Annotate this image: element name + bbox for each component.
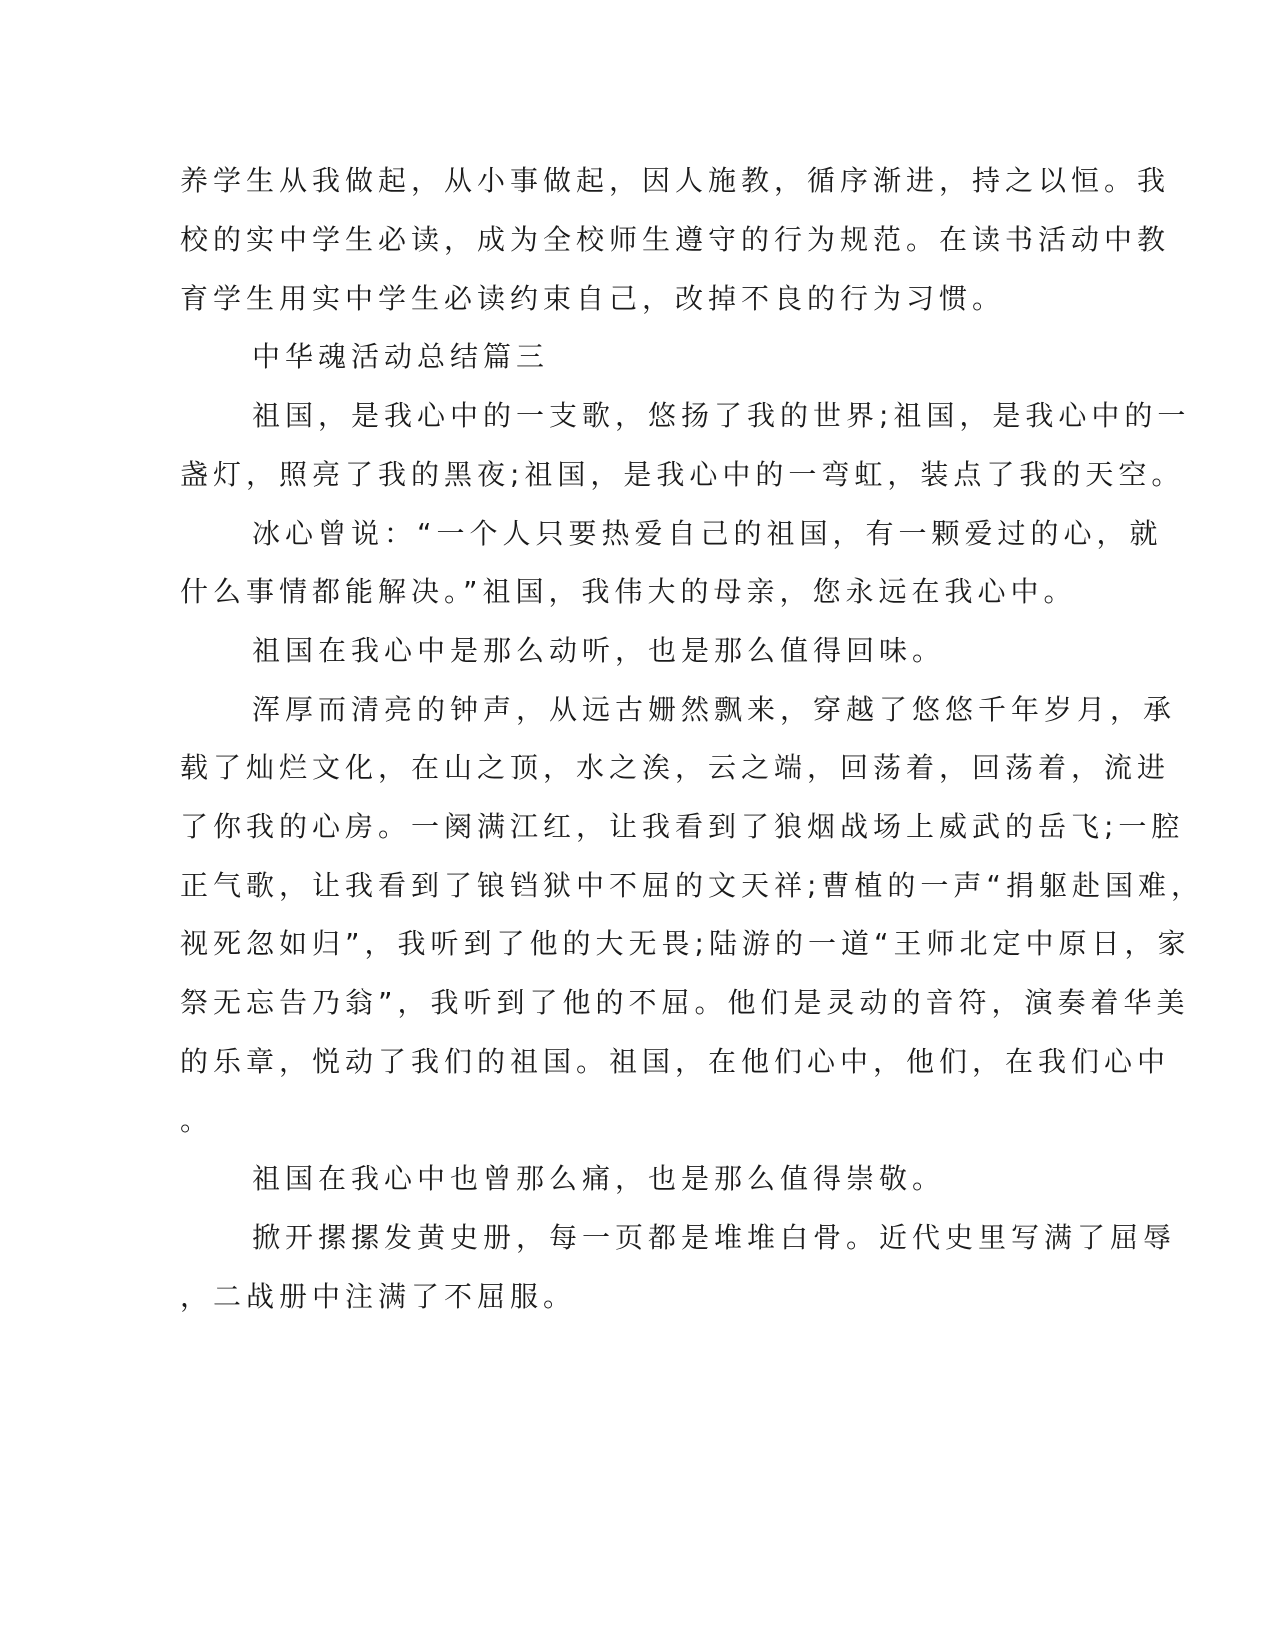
text-line: 掀开摞摞发黄史册，每一页都是堆堆白骨。近代史里写满了屈辱 bbox=[252, 1221, 1177, 1254]
text-line: 盏灯，照亮了我的黑夜;祖国，是我心中的一弯虹，装点了我的天空。 bbox=[180, 458, 1185, 491]
text-line: 浑厚而清亮的钟声，从远古姗然飘来，穿越了悠悠千年岁月，承 bbox=[252, 693, 1177, 726]
text-line: 了你我的心房。一阕满江红，让我看到了狼烟战场上威武的岳飞;一腔 bbox=[180, 810, 1185, 843]
text-line: 祖国在我心中也曾那么痛，也是那么值得崇敬。 bbox=[252, 1162, 946, 1195]
text-line: 祖国，是我心中的一支歌，悠扬了我的世界;祖国，是我心中的一 bbox=[252, 399, 1191, 432]
text-line: 冰心曾说：“一个人只要热爱自己的祖国，有一颗爱过的心，就 bbox=[252, 517, 1163, 550]
text-line: 祭无忘告乃翁”，我听到了他的不屈。他们是灵动的音符，演奏着华美 bbox=[180, 986, 1190, 1019]
text-line: 载了灿烂文化，在山之顶，水之涘，云之端，回荡着，回荡着，流进 bbox=[180, 751, 1171, 784]
text-line: 校的实中学生必读，成为全校师生遵守的行为规范。在读书活动中教 bbox=[180, 223, 1171, 256]
text-line: 什么事情都能解决。”祖国，我伟大的母亲，您永远在我心中。 bbox=[180, 575, 1077, 608]
text-line: 视死忽如归”，我听到了他的大无畏;陆游的一道“王师北定中原日，家 bbox=[180, 927, 1191, 960]
text-line: 养学生从我做起，从小事做起，因人施教，循序渐进，持之以恒。我 bbox=[180, 164, 1171, 197]
text-line: 育学生用实中学生必读约束自己，改掉不良的行为习惯。 bbox=[180, 282, 1006, 315]
text-line: 正气歌，让我看到了锒铛狱中不屈的文天祥;曹植的一声“捐躯赴国难， bbox=[180, 869, 1204, 902]
section-heading: 中华魂活动总结篇三 bbox=[252, 340, 550, 373]
text-line: 的乐章，悦动了我们的祖国。祖国，在他们心中，他们，在我们心中 bbox=[180, 1045, 1171, 1078]
text-line: ，二战册中注满了不屈服。 bbox=[180, 1280, 577, 1313]
text-line: 祖国在我心中是那么动听，也是那么值得回味。 bbox=[252, 634, 946, 667]
text-line: 。 bbox=[180, 1104, 214, 1137]
